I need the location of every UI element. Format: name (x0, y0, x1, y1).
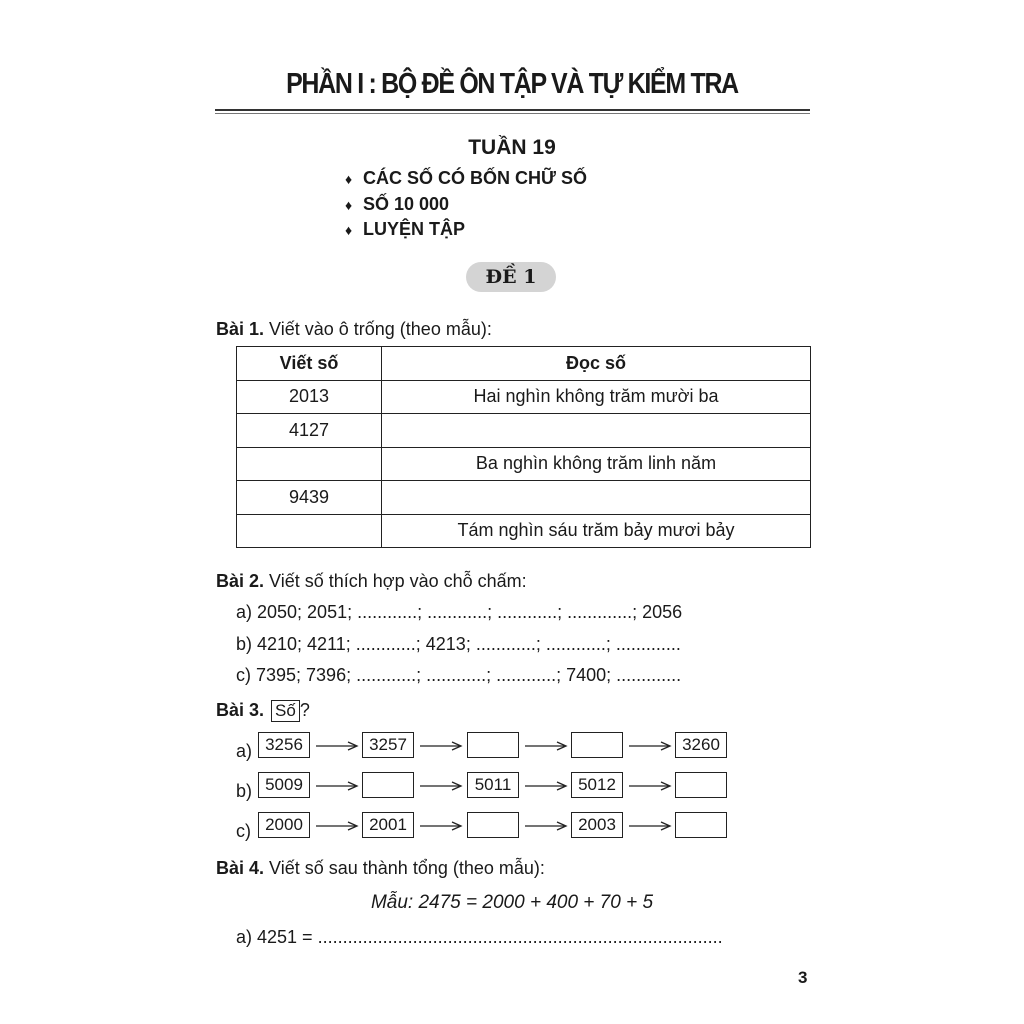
right-arrow-icon (314, 781, 360, 791)
exercise-4-heading (216, 858, 545, 879)
number-box: 5011 (467, 772, 519, 798)
table-row (237, 514, 811, 548)
diamond-bullet-icon: ♦ (345, 197, 353, 213)
right-arrow-icon (314, 741, 360, 751)
answer-line-a: a) 4251 = ................................................................................. (236, 927, 723, 947)
exercise-label: Bài 3. (216, 700, 265, 720)
number-box: 2003 (571, 812, 623, 838)
table-header-row (237, 347, 811, 381)
right-arrow-icon (418, 741, 464, 751)
exercise-1-heading (216, 319, 492, 340)
chain-row-label: b) (236, 781, 253, 801)
number-cell (237, 514, 382, 548)
right-arrow-icon (418, 821, 464, 831)
part-title: PHẦN I : BỘ ĐỀ ÔN TẬP VÀ TỰ KIỂM TRA (286, 68, 738, 100)
sample-equation: Mẫu: 2475 = 2000 + 400 + 70 + 5 (370, 892, 654, 913)
column-header: Viết số (237, 347, 382, 381)
exercise-instruction: Viết số sau thành tổng (theo mẫu): (269, 858, 545, 878)
title-rule (215, 109, 810, 111)
chain-row-label: c) (236, 821, 251, 841)
week-title: TUẦN 19 (468, 136, 556, 159)
right-arrow-icon (314, 821, 360, 831)
number-cell: 2013 (237, 380, 382, 414)
title-rule-thin (215, 113, 810, 114)
empty-answer-box[interactable] (571, 732, 623, 758)
table-row (237, 447, 811, 481)
diamond-bullet-icon: ♦ (345, 171, 353, 187)
exercise-label: Bài 4. (216, 858, 265, 878)
exercise-instruction: Viết số thích hợp vào chỗ chấm: (269, 571, 527, 591)
exercise-label: Bài 1. (216, 319, 265, 339)
column-header: Đọc số (382, 347, 811, 381)
reading-cell (382, 481, 811, 515)
reading-cell (382, 414, 811, 448)
number-box: 3257 (362, 732, 414, 758)
table-row (237, 414, 811, 448)
topic-text: SỐ 10 000 (363, 194, 450, 214)
page-number: 3 (798, 968, 808, 987)
number-box: 3256 (258, 732, 310, 758)
right-arrow-icon (523, 781, 569, 791)
number-box: 5009 (258, 772, 310, 798)
number-box: 2000 (258, 812, 310, 838)
sequence-line-c: c) 7395; 7396; ............; ............; ............; 7400; ............. (236, 665, 682, 685)
empty-answer-box[interactable] (467, 732, 519, 758)
reading-cell: Ba nghìn không trăm linh năm (382, 447, 811, 481)
number-cell: 4127 (237, 414, 382, 448)
exercise-instruction: Viết vào ô trống (theo mẫu): (269, 319, 492, 339)
topic-item (345, 219, 465, 240)
reading-cell: Hai nghìn không trăm mười ba (382, 380, 811, 414)
empty-answer-box[interactable] (675, 772, 727, 798)
number-box: 3260 (675, 732, 727, 758)
empty-answer-box[interactable] (362, 772, 414, 798)
topic-text: CÁC SỐ CÓ BỐN CHỮ SỐ (363, 168, 587, 188)
table-row (237, 380, 811, 414)
right-arrow-icon (627, 741, 673, 751)
empty-answer-box[interactable] (467, 812, 519, 838)
right-arrow-icon (627, 781, 673, 791)
table-row (237, 481, 811, 515)
reading-cell: Tám nghìn sáu trăm bảy mươi bảy (382, 514, 811, 548)
exercise-label: Bài 2. (216, 571, 265, 591)
exercise-3-heading (216, 700, 310, 722)
right-arrow-icon (627, 821, 673, 831)
right-arrow-icon (523, 821, 569, 831)
question-mark: ? (299, 700, 310, 720)
number-cell: 9439 (237, 481, 382, 515)
number-cell (237, 447, 382, 481)
right-arrow-icon (418, 781, 464, 791)
sequence-line-b: b) 4210; 4211; ............; 4213; ............; ............; ............. (236, 634, 681, 654)
exam-badge: ĐỀ 1 (466, 262, 556, 292)
chain-row-label: a) (236, 741, 253, 761)
empty-answer-box[interactable] (675, 812, 727, 838)
topic-item (345, 194, 449, 215)
topic-text: LUYỆN TẬP (363, 219, 466, 239)
boxed-word: Số (271, 700, 300, 722)
number-reading-table (236, 346, 811, 548)
number-box: 5012 (571, 772, 623, 798)
topic-item (345, 168, 587, 189)
sequence-line-a: a) 2050; 2051; ............; ............; ............; .............; 2056 (236, 602, 683, 622)
right-arrow-icon (523, 741, 569, 751)
number-box: 2001 (362, 812, 414, 838)
exercise-2-heading (216, 571, 527, 592)
diamond-bullet-icon: ♦ (345, 222, 353, 238)
